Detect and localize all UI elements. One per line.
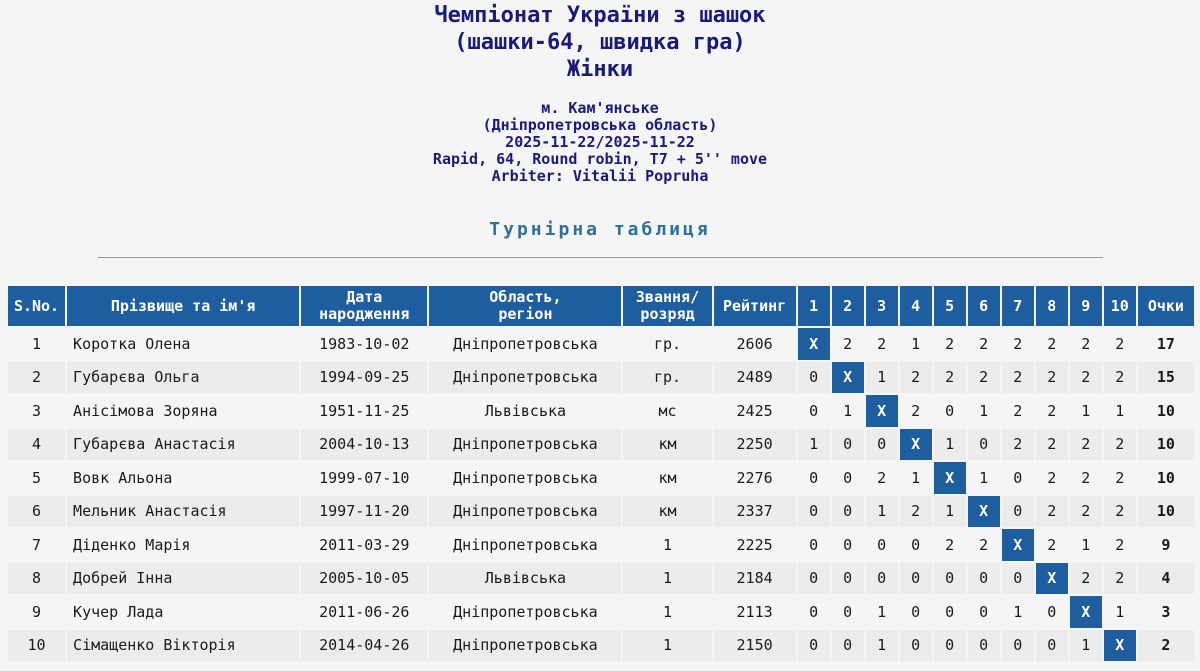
result-cell: 0 [798,462,830,494]
player-number: 7 [8,529,65,561]
result-cell: 0 [1002,630,1034,662]
result-cell: 2 [1070,429,1102,461]
player-title: 1 [623,596,711,628]
header-sno: S.No. [8,286,65,326]
header-rating: Рейтинг [714,286,796,326]
header-name: Прізвище та ім'я [67,286,299,326]
result-cell: 0 [798,596,830,628]
result-cell: 2 [1104,563,1136,595]
table-row [8,462,1194,494]
player-number: 4 [8,429,65,461]
result-cell: 0 [900,529,932,561]
result-cell: 1 [866,630,898,662]
result-cell: 1 [1070,630,1102,662]
table-body [8,328,1194,661]
player-name: Анісімова Зоряна [67,395,299,427]
result-cell: 2 [1070,496,1102,528]
player-rating: 2184 [714,563,796,595]
player-name: Кучер Лада [67,596,299,628]
result-cell: 2 [1104,328,1136,360]
tournament-title [0,0,1200,83]
player-points: 10 [1138,462,1194,494]
player-rating: 2489 [714,362,796,394]
result-cell: 1 [900,462,932,494]
player-number: 6 [8,496,65,528]
result-cell: 2 [1036,462,1068,494]
player-dob: 2011-03-29 [301,529,427,561]
player-rating: 2250 [714,429,796,461]
player-region: Дніпропетровська [429,496,621,528]
result-cell: 2 [968,529,1000,561]
player-name: Мельник Анастасія [67,496,299,528]
player-dob: 2005-10-05 [301,563,427,595]
player-name: Сімащенко Вікторія [67,630,299,662]
self-cell: X [866,395,898,427]
player-name: Діденко Марія [67,529,299,561]
result-cell: 0 [934,563,966,595]
player-region: Дніпропетровська [429,462,621,494]
player-dob: 2014-04-26 [301,630,427,662]
player-rating: 2606 [714,328,796,360]
info-format: Rapid, 64, Round robin, T7 + 5'' move [432,150,768,168]
header-round-10: 10 [1104,286,1136,326]
result-cell: 2 [832,328,864,360]
result-cell: 2 [934,362,966,394]
player-region: Дніпропетровська [429,630,621,662]
info-arbiter: Arbiter: Vitalii Popruha [491,167,709,185]
header-round-6: 6 [968,286,1000,326]
header-region [429,286,621,326]
header-round-1: 1 [798,286,830,326]
self-cell: X [900,429,932,461]
header-title-line1: Звання/ [635,288,700,306]
result-cell: 2 [1104,429,1136,461]
player-dob: 1999-07-10 [301,462,427,494]
player-dob: 1994-09-25 [301,362,427,394]
header-title-line2: розряд [640,305,695,323]
result-cell: 1 [798,429,830,461]
result-cell: 0 [832,630,864,662]
self-cell: X [798,328,830,360]
result-cell: 0 [798,630,830,662]
result-cell: 1 [866,496,898,528]
player-points: 10 [1138,395,1194,427]
result-cell: 1 [832,395,864,427]
player-title: км [623,429,711,461]
header-round-9: 9 [1070,286,1102,326]
result-cell: 2 [1002,429,1034,461]
result-cell: 2 [900,362,932,394]
player-points: 10 [1138,429,1194,461]
result-cell: 0 [798,496,830,528]
player-rating: 2225 [714,529,796,561]
table-row [8,563,1194,595]
result-cell: 2 [1036,328,1068,360]
player-name: Губарєва Ольга [67,362,299,394]
title-line-2: (шашки-64, швидка гра) [454,30,746,55]
self-cell: X [1002,529,1034,561]
result-cell: 0 [1002,563,1034,595]
info-region: (Дніпропетровська область) [482,116,718,134]
result-cell: 2 [968,362,1000,394]
result-cell: 2 [1036,429,1068,461]
info-dates: 2025-11-22/2025-11-22 [505,133,695,151]
result-cell: 2 [968,328,1000,360]
info-city: м. Кам'янське [541,99,659,117]
result-cell: 0 [900,563,932,595]
result-cell: 0 [866,563,898,595]
result-cell: 0 [798,563,830,595]
result-cell: 0 [968,630,1000,662]
header-round-4: 4 [900,286,932,326]
header-points: Очки [1138,286,1194,326]
player-rating: 2276 [714,462,796,494]
result-cell: 2 [1070,362,1102,394]
player-region: Дніпропетровська [429,328,621,360]
header-round-3: 3 [866,286,898,326]
result-cell: 1 [968,462,1000,494]
result-cell: 0 [968,596,1000,628]
result-cell: 2 [900,496,932,528]
result-cell: 1 [866,362,898,394]
header-round-7: 7 [1002,286,1034,326]
result-cell: 2 [1104,362,1136,394]
player-points: 15 [1138,362,1194,394]
player-dob: 1983-10-02 [301,328,427,360]
header-dob [301,286,427,326]
result-cell: 2 [1104,529,1136,561]
result-cell: 1 [866,596,898,628]
result-cell: 0 [832,529,864,561]
result-cell: 0 [832,462,864,494]
result-cell: 0 [866,529,898,561]
player-title: 1 [623,529,711,561]
result-cell: 2 [1070,462,1102,494]
table-row [8,496,1194,528]
player-name: Вовк Альона [67,462,299,494]
result-cell: 1 [1002,596,1034,628]
player-region: Львівська [429,563,621,595]
player-points: 3 [1138,596,1194,628]
result-cell: 0 [798,362,830,394]
standings-table [6,284,1196,663]
self-cell: X [968,496,1000,528]
player-region: Дніпропетровська [429,596,621,628]
result-cell: 1 [1104,596,1136,628]
result-cell: 2 [866,328,898,360]
result-cell: 2 [1002,328,1034,360]
player-title: гр. [623,328,711,360]
player-rating: 2113 [714,596,796,628]
player-title: 1 [623,630,711,662]
result-cell: 1 [968,395,1000,427]
result-cell: 0 [968,563,1000,595]
self-cell: X [1104,630,1136,662]
table-row [8,429,1194,461]
player-region: Дніпропетровська [429,429,621,461]
result-cell: 0 [832,429,864,461]
result-cell: 0 [798,529,830,561]
table-row [8,630,1194,662]
result-cell: 0 [1036,596,1068,628]
result-cell: 2 [866,462,898,494]
player-number: 1 [8,328,65,360]
table-row [8,395,1194,427]
table-header-row [8,286,1194,326]
player-title: 1 [623,563,711,595]
player-rating: 2337 [714,496,796,528]
table-row [8,328,1194,360]
player-title: км [623,496,711,528]
player-number: 5 [8,462,65,494]
player-region: Дніпропетровська [429,362,621,394]
result-cell: 1 [1104,395,1136,427]
result-cell: 0 [968,429,1000,461]
result-cell: 0 [934,395,966,427]
title-line-3: Жінки [566,57,634,82]
player-points: 10 [1138,496,1194,528]
player-name: Добрей Інна [67,563,299,595]
tournament-info [0,100,1200,185]
player-name: Коротка Олена [67,328,299,360]
player-title: км [623,462,711,494]
result-cell: 0 [1036,630,1068,662]
result-cell: 2 [1002,362,1034,394]
result-cell: 0 [934,596,966,628]
header-title [623,286,711,326]
player-points: 17 [1138,328,1194,360]
result-cell: 1 [934,496,966,528]
player-dob: 1951-11-25 [301,395,427,427]
result-cell: 2 [1002,395,1034,427]
player-number: 9 [8,596,65,628]
result-cell: 0 [832,563,864,595]
result-cell: 0 [900,596,932,628]
table-subtitle: Турнірна таблиця [489,219,711,240]
result-cell: 2 [1104,496,1136,528]
result-cell: 0 [1002,462,1034,494]
result-cell: 1 [1070,395,1102,427]
player-points: 2 [1138,630,1194,662]
result-cell: 1 [1070,529,1102,561]
result-cell: 0 [798,395,830,427]
result-cell: 2 [900,395,932,427]
table-row [8,529,1194,561]
player-title: гр. [623,362,711,394]
header-dob-line1: Дата [346,288,383,306]
result-cell: 0 [832,496,864,528]
result-cell: 2 [934,328,966,360]
divider [98,257,1103,258]
result-cell: 0 [1002,496,1034,528]
table-row [8,596,1194,628]
header-region-line1: Область, [489,288,562,306]
result-cell: 0 [832,596,864,628]
header-round-5: 5 [934,286,966,326]
player-number: 3 [8,395,65,427]
result-cell: 2 [1036,362,1068,394]
player-dob: 2004-10-13 [301,429,427,461]
player-points: 4 [1138,563,1194,595]
result-cell: 1 [900,328,932,360]
table-row [8,362,1194,394]
player-number: 10 [8,630,65,662]
self-cell: X [934,462,966,494]
result-cell: 2 [1036,529,1068,561]
player-rating: 2150 [714,630,796,662]
player-points: 9 [1138,529,1194,561]
player-number: 8 [8,563,65,595]
player-title: мс [623,395,711,427]
header-round-2: 2 [832,286,864,326]
player-number: 2 [8,362,65,394]
player-dob: 1997-11-20 [301,496,427,528]
player-name: Губарєва Анастасія [67,429,299,461]
player-rating: 2425 [714,395,796,427]
result-cell: 2 [1104,462,1136,494]
result-cell: 2 [934,529,966,561]
page-header [0,0,1200,240]
result-cell: 0 [866,429,898,461]
self-cell: X [832,362,864,394]
result-cell: 2 [1070,328,1102,360]
title-line-1: Чемпіонат України з шашок [434,3,766,28]
player-region: Дніпропетровська [429,529,621,561]
result-cell: 0 [934,630,966,662]
result-cell: 1 [934,429,966,461]
header-dob-line2: народження [319,305,410,323]
player-dob: 2011-06-26 [301,596,427,628]
result-cell: 2 [1070,563,1102,595]
result-cell: 2 [1036,395,1068,427]
result-cell: 2 [1036,496,1068,528]
result-cell: 0 [900,630,932,662]
player-region: Львівська [429,395,621,427]
header-region-line2: регіон [498,305,553,323]
self-cell: X [1070,596,1102,628]
self-cell: X [1036,563,1068,595]
header-round-8: 8 [1036,286,1068,326]
